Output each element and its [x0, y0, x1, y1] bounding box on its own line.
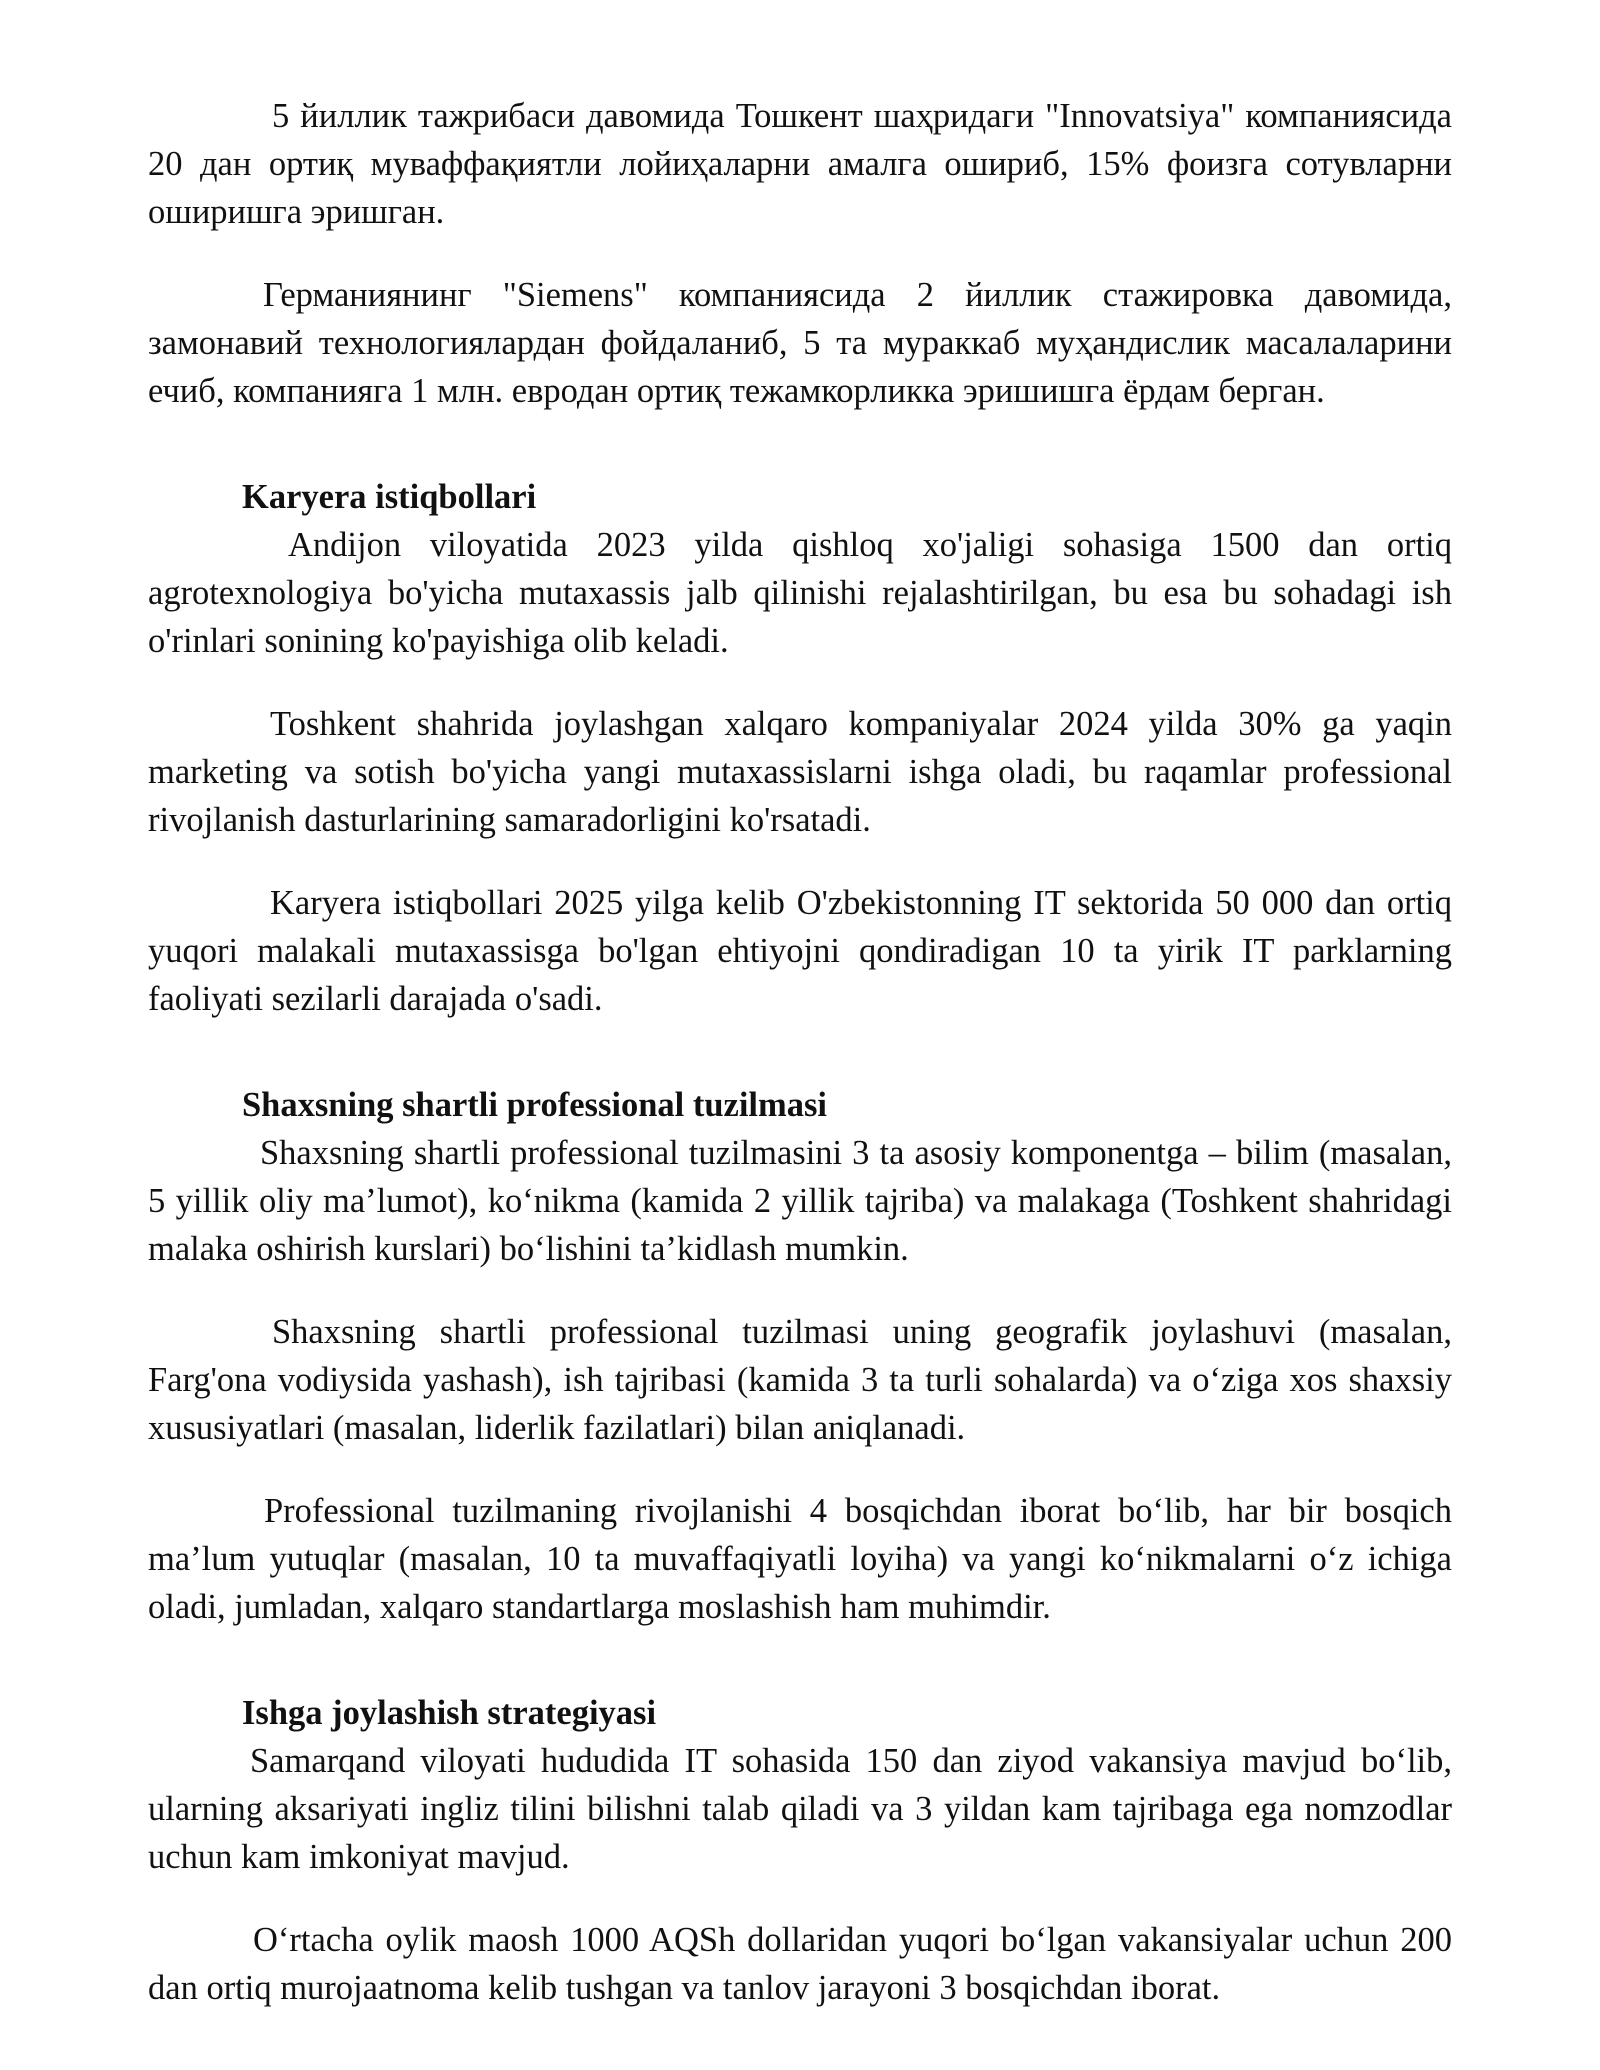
paragraph-toshkent-companies: Toshkent shahrida joylashgan xalqaro kompaniyalar 2024 yilda 30% ga yaqin marketing va sotish bo'yicha yangi mutaxassislarni ishga oladi, bu raqamlar professional rivojlanish dasturlarining samaradorligini ko'rsatadi.	[148, 705, 1452, 839]
paragraph-experience-tashkent: 5 йиллик тажрибаси давомида Тошкент шаҳридаги "Innovatsiya" компаниясида 20 дан ортиқ муваффақиятли лойиҳаларни амалга ошириб, 15% фоизга сотувларни оширишга эришган.	[148, 97, 1452, 231]
paragraph-average-salary: O‘rtacha oylik maosh 1000 AQSh dollaridan yuqori bo‘lgan vakansiyalar uchun 200 dan ortiq murojaatnoma kelib tushgan va tanlov jarayoni 3 bosqichdan iborat.	[148, 1921, 1452, 2007]
heading-job-strategy: Ishga joylashish strategiyasi	[242, 1694, 657, 1732]
heading-career-prospects: Karyera istiqbollari	[242, 478, 537, 516]
paragraph-siemens-internship: Германиянинг "Siemens" компаниясида 2 йиллик стажировка давомида, замонавий технологиялардан фойдаланиб, 5 та мураккаб муҳандислик масалаларини ечиб, компанияга 1 млн. евродан ортиқ тежамкорликка эришишга ёрдам берган.	[148, 276, 1452, 410]
paragraph-structure-stages: Professional tuzilmaning rivojlanishi 4 bosqichdan iborat bo‘lib, har bir bosqich ma’lum yutuqlar (masalan, 10 ta muvaffaqiyatli loyiha) va yangi ko‘nikmalarni o‘z ichiga oladi, jumladan, xalqaro standartlarga moslashish ham muhimdir.	[148, 1492, 1452, 1626]
paragraph-structure-geography: Shaxsning shartli professional tuzilmasi uning geografik joylashuvi (masalan, Farg'ona vodiysida yashash), ish tajribasi (kamida 3 ta turli sohalarda) va o‘ziga xos shaxsiy xususiyatlari (masalan, liderlik fazilatlari) bilan aniqlanadi.	[148, 1313, 1452, 1447]
paragraph-it-sector-2025: Karyera istiqbollari 2025 yilga kelib O'zbekistonning IT sektorida 50 000 dan ortiq yuqori malakali mutaxassisga bo'lgan ehtiyojni qondiradigan 10 ta yirik IT parklarning faoliyati sezilarli darajada o'sadi.	[148, 884, 1452, 1018]
heading-professional-structure: Shaxsning shartli professional tuzilmasi	[242, 1086, 828, 1124]
document-page	[148, 92, 1452, 2012]
paragraph-andijon-agro: Andijon viloyatida 2023 yilda qishloq xo'jaligi sohasiga 1500 dan ortiq agrotexnologiya bo'yicha mutaxassis jalb qilinishi rejalashtirilgan, bu esa bu sohadagi ish o'rinlari sonining ko'payishiga olib keladi.	[148, 526, 1452, 660]
paragraph-samarqand-vacancies: Samarqand viloyati hududida IT sohasida 150 dan ziyod vakansiya mavjud bo‘lib, ularning aksariyati ingliz tilini bilishni talab qiladi va 3 yildan kam tajribaga ega nomzodlar uchun kam imkoniyat mavjud.	[148, 1742, 1452, 1876]
paragraph-structure-components: Shaxsning shartli professional tuzilmasini 3 ta asosiy komponentga – bilim (masalan, 5 yillik oliy ma’lumot), ko‘nikma (kamida 2 yillik tajriba) va malakaga (Toshkent shahridagi malaka oshirish kurslari) bo‘lishini ta’kidlash mumkin.	[148, 1134, 1452, 1268]
